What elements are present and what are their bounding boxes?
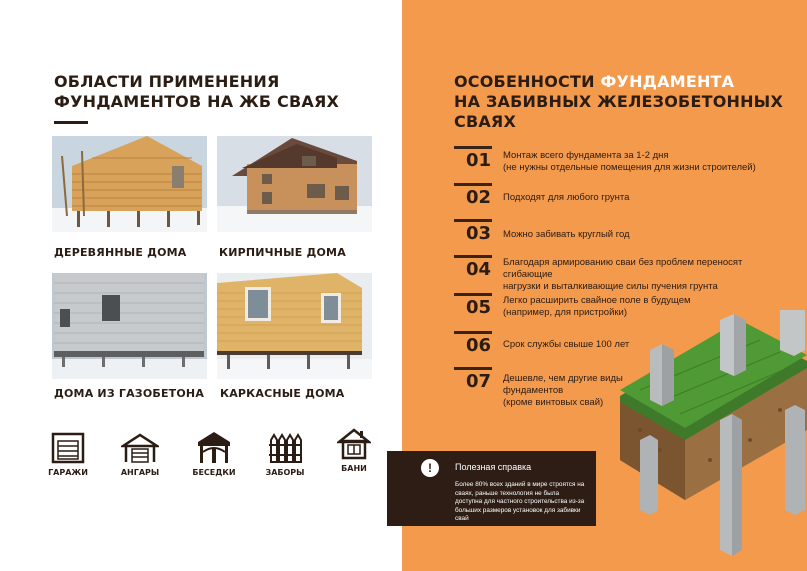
icon-label-garages: ГАРАЖИ	[48, 468, 88, 477]
feature-line: (кроме винтовых свай)	[503, 397, 604, 408]
brick-house-photo	[217, 136, 372, 232]
number-bar	[454, 183, 492, 186]
feature-line: Дешевле, чем другие виды	[503, 373, 623, 384]
note-title: Полезная справка	[455, 462, 532, 472]
icon-label-hangars: АНГАРЫ	[120, 468, 160, 477]
number-bar	[454, 255, 492, 258]
icon-item-bathhouses	[324, 428, 384, 473]
right-title-highlight: ФУНДАМЕНТА	[600, 72, 735, 91]
hangar-icon	[121, 432, 159, 464]
left-title	[54, 72, 339, 112]
feature-number: 03	[466, 223, 492, 244]
number-bar	[454, 146, 492, 149]
garage-icon	[51, 432, 85, 464]
feature-line: Благодаря армированию сваи без проблем переносят сгибающие	[503, 257, 743, 280]
number-bar	[454, 293, 492, 296]
feature-text	[503, 229, 773, 241]
bathhouse-icon	[337, 428, 371, 460]
exclamation-icon: !	[421, 459, 439, 477]
feature-line: (например, для пристройки)	[503, 307, 628, 318]
icon-label-gazebos: БЕСЕДКИ	[192, 468, 236, 477]
right-title-line2: НА ЗАБИВНЫХ ЖЕЛЕЗОБЕТОННЫХ СВАЯХ	[454, 92, 783, 131]
wooden-house-photo	[52, 136, 207, 232]
icon-item-garages	[38, 432, 98, 477]
icon-item-hangars	[110, 432, 170, 477]
left-title-line1: ОБЛАСТИ ПРИМЕНЕНИЯ	[54, 72, 280, 91]
feature-line: Легко расширить свайное поле в будущем	[503, 295, 691, 306]
feature-item	[454, 219, 764, 245]
feature-line: фундаментов	[503, 385, 564, 396]
right-title-part1: ОСОБЕННОСТИ	[454, 72, 601, 91]
number-bar	[454, 367, 492, 370]
number-bar	[454, 331, 492, 334]
gazebo-icon	[196, 430, 232, 464]
feature-number: 06	[466, 335, 492, 356]
frame-house-photo	[217, 273, 372, 379]
right-title	[454, 72, 807, 132]
note-text: Более 80% всех зданий в мире строятся на сваях, раньше технология не была доступна для частного строительства из-за больших размеров установок для забивки свай	[455, 481, 585, 522]
feature-number: 07	[466, 371, 492, 392]
icon-item-fences	[255, 432, 315, 477]
icon-label-fences: ЗАБОРЫ	[265, 468, 305, 477]
feature-line: нагрузки и выталкивающие силы пучения грунта	[503, 281, 718, 292]
feature-line: Монтаж всего фундамента за 1-2 дня	[503, 150, 669, 161]
feature-line: Можно забивать круглый год	[503, 229, 630, 240]
photo-caption-frame: КАРКАСНЫЕ ДОМА	[220, 387, 345, 400]
right-title-line1	[454, 72, 807, 92]
icon-label-bathhouses: БАНИ	[341, 464, 367, 473]
feature-number: 02	[466, 187, 492, 208]
feature-text	[503, 257, 773, 293]
feature-line: Подходят для любого грунта	[503, 192, 630, 203]
feature-text	[503, 192, 773, 204]
piles-illustration	[600, 310, 807, 571]
fence-icon	[268, 432, 302, 464]
feature-item	[454, 146, 764, 176]
photo-caption-brick: КИРПИЧНЫЕ ДОМА	[219, 246, 346, 259]
aerated-concrete-house-photo	[52, 273, 207, 379]
title-underline	[54, 121, 88, 124]
photo-caption-wooden: ДЕРЕВЯННЫЕ ДОМА	[54, 246, 187, 259]
left-title-line2: ФУНДАМЕНТОВ НА ЖБ СВАЯХ	[54, 92, 340, 111]
feature-number: 05	[466, 297, 492, 318]
feature-line: Срок службы свыше 100 лет	[503, 339, 630, 350]
feature-line: (не нужны отдельные помещения для жизни строителей)	[503, 162, 756, 173]
feature-number: 04	[466, 259, 492, 280]
feature-text	[503, 150, 773, 174]
feature-item	[454, 255, 764, 292]
feature-number: 01	[466, 150, 492, 171]
icon-item-gazebos	[184, 430, 244, 477]
feature-item	[454, 183, 764, 209]
number-bar	[454, 219, 492, 222]
photo-caption-aerated: ДОМА ИЗ ГАЗОБЕТОНА	[54, 387, 205, 400]
